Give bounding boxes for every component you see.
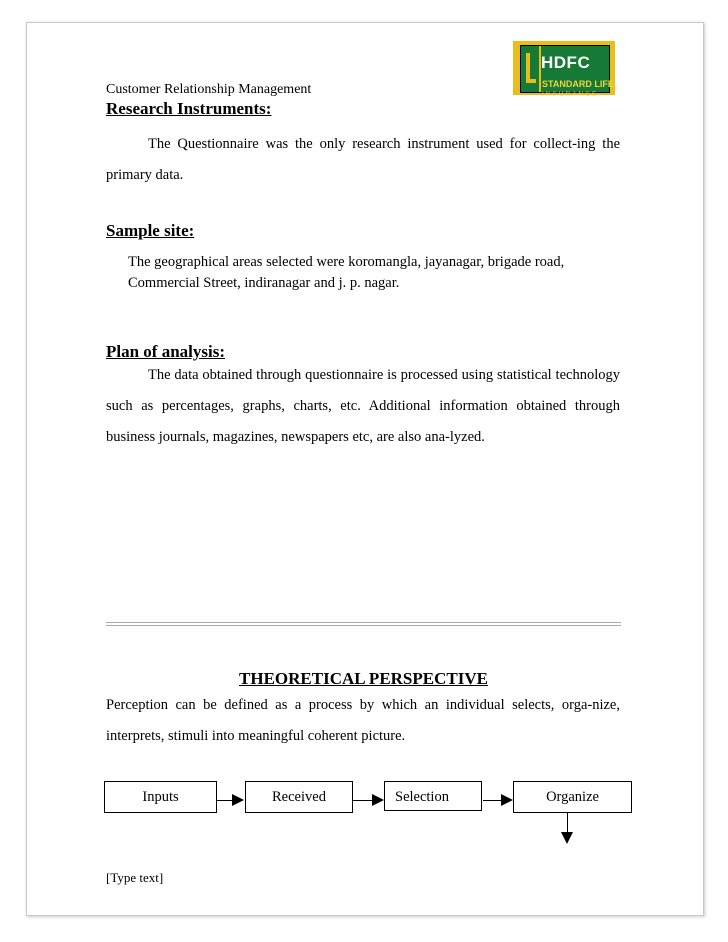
running-header: Customer Relationship Management [106, 82, 312, 97]
paragraph-perception: Perception can be defined as a process by which an individual selects, orga-nize, interprets, stimuli into meaningful coherent picture. [106, 697, 620, 744]
hdfc-logo [513, 41, 615, 98]
flow-arrow-down [567, 813, 568, 833]
flow-box-received: Received [245, 781, 353, 813]
arrowhead-right-icon [372, 794, 384, 806]
paragraph-sample-site: The geographical areas selected were koromangla, jayanagar, brigade road, Commercial Street, indiranagar and j. p. nagar. [128, 254, 565, 291]
heading-research-instruments: Research Instruments: [106, 99, 272, 118]
paragraph-plan-of-analysis: The data obtained through questionnaire is processed using statistical technology such as percentages, graphs, charts, etc. Additional information obtained through business journals, magazines, newspapers etc, are also ana-lyzed. [106, 367, 620, 445]
arrowhead-right-icon [501, 794, 513, 806]
flow-box-selection: Selection [384, 781, 482, 811]
divider-line [106, 622, 621, 623]
arrowhead-down-icon [561, 832, 573, 844]
heading-sample-site: Sample site: [106, 221, 195, 240]
flow-box-inputs: Inputs [104, 781, 217, 813]
heading-plan-of-analysis: Plan of analysis: [106, 342, 226, 361]
divider-line-2 [106, 625, 621, 626]
logo-text-hdfc: HDFC [541, 53, 591, 72]
arrowhead-right-icon [232, 794, 244, 806]
hdfc-logo-mark-icon [521, 46, 541, 92]
flow-arrow-1 [216, 800, 232, 801]
flow-arrow-3 [483, 800, 501, 801]
flow-box-organize: Organize [513, 781, 632, 813]
heading-theoretical-perspective: THEORETICAL PERSPECTIVE [239, 669, 488, 688]
logo-text-insurance: INSURANCE [542, 91, 599, 98]
flow-arrow-2 [352, 800, 372, 801]
footer-text: [Type text] [106, 870, 164, 885]
logo-text-standard-life: STANDARD LIFE [542, 79, 614, 89]
paragraph-research-instruments: The Questionnaire was the only research instrument used for collect-ing the primary data. [106, 136, 620, 183]
